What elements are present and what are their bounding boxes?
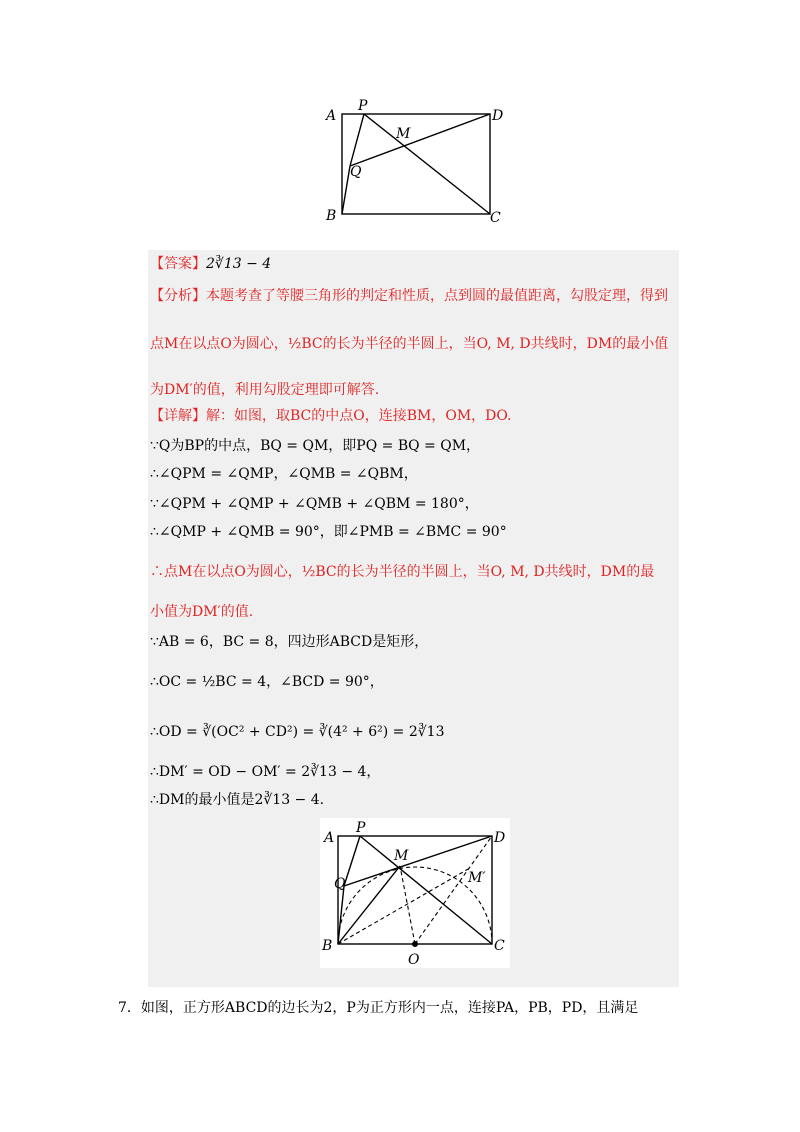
label-b: B [326, 208, 337, 224]
analysis-line-2: 点M在以点O为圆心，½BC的长为半径的半圆上，当O, M, D共线时，DM的最小值 [150, 336, 669, 352]
fig2-label-a: A [324, 830, 335, 846]
detail-line-3: ∴∠QPM = ∠QMP，∠QMB = ∠QBM， [150, 466, 418, 482]
analysis-line-3: 为DM′的值，利用勾股定理即可解答. [150, 382, 380, 398]
detail-line-1 [150, 406, 512, 426]
analysis-text-1: 本题考查了等腰三角形的判定和性质，点到圆的最值距离，勾股定理，得到 [206, 288, 668, 304]
detail-line-9: ∴OC = ½BC = 4，∠BCD = 90°， [150, 674, 384, 690]
label-a: A [326, 108, 337, 124]
figure-semicircle-solution [320, 818, 510, 968]
fig2-label-p: P [356, 820, 366, 836]
analysis-line-1 [150, 286, 668, 306]
answer-tag: 【答案】 [150, 256, 206, 272]
label-p: P [358, 98, 368, 114]
label-d: D [492, 108, 504, 124]
fig2-label-q: Q [334, 876, 346, 892]
fig2-label-o: O [408, 952, 420, 968]
figure-rectangle-abcd [320, 98, 510, 228]
fig2-label-d: D [494, 830, 506, 846]
detail-line-7: 小值为DM′的值. [150, 604, 254, 620]
detail-tag: 【详解】 [150, 408, 206, 424]
detail-line-4: ∵∠QPM + ∠QMP + ∠QMB + ∠QBM = 180°， [150, 496, 479, 512]
answer-value: 2∛13 − 4 [206, 256, 272, 272]
question-7: 7．如图，正方形ABCD的边长为2，P为正方形内一点，连接PA，PB，PD，且满足 [118, 1000, 639, 1016]
detail-line-6: ∴点M在以点O为圆心，½BC的长为半径的半圆上，当O, M, D共线时，DM的最 [150, 564, 655, 580]
detail-line-11: ∴DM′ = OD − OM′ = 2∛13 − 4， [150, 764, 381, 780]
detail-line-2: ∵Q为BP的中点，BQ = QM，即PQ = BQ = QM， [150, 438, 481, 454]
detail-line-10: ∴OD = ∛(OC² + CD²) = ∛(4² + 6²) = 2∛13 [150, 724, 445, 740]
detail-line-5: ∴∠QMP + ∠QMB = 90°，即∠PMB = ∠BMC = 90° [150, 524, 507, 540]
detail-line-12: ∴DM的最小值是2∛13 − 4. [150, 792, 325, 808]
answer-line [150, 254, 271, 274]
fig2-label-b: B [322, 938, 333, 954]
fig2-label-c: C [494, 938, 505, 954]
label-c: C [490, 210, 501, 226]
fig2-label-m-prime: M′ [468, 870, 486, 886]
analysis-tag: 【分析】 [150, 288, 206, 304]
label-m: M [396, 126, 411, 142]
detail-line-8: ∵AB = 6，BC = 8，四边形ABCD是矩形， [150, 634, 429, 650]
detail-text-1: 解：如图，取BC的中点O，连接BM，OM，DO. [206, 408, 512, 424]
fig2-label-m: M [394, 848, 409, 864]
label-q: Q [350, 164, 362, 180]
